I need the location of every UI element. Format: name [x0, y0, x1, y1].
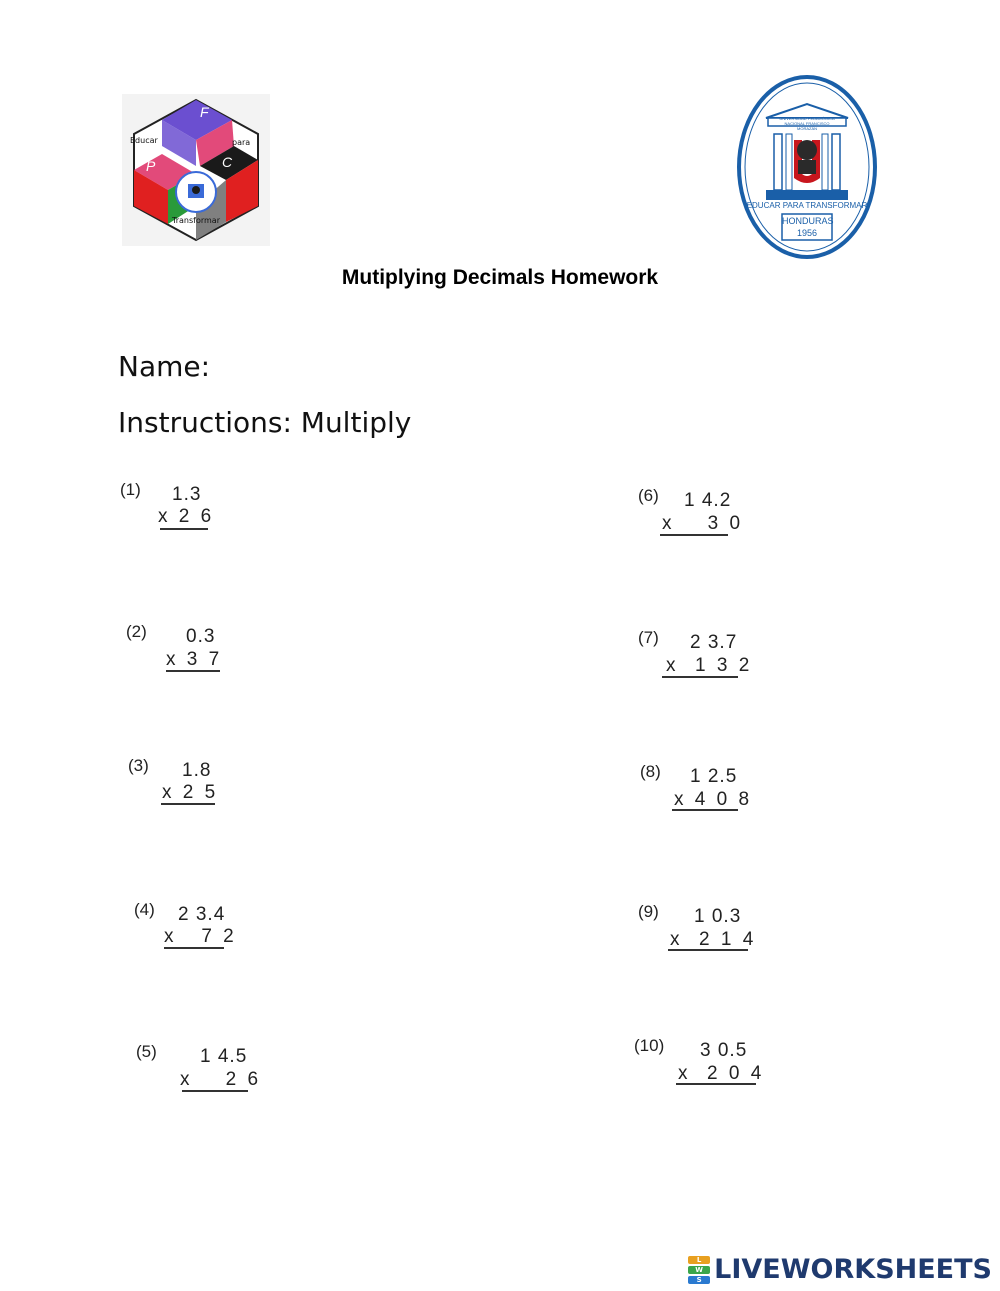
- problem-10: [634, 1036, 764, 1096]
- problem-multiplicand: 1 2.5: [690, 766, 738, 787]
- problem-multiplier: x 3 0: [662, 513, 744, 534]
- problem-number: (8): [640, 762, 661, 781]
- problem-9: [638, 902, 758, 962]
- problem-number: (1): [120, 480, 141, 499]
- problem-number: (2): [126, 622, 147, 641]
- problem-number: (9): [638, 902, 659, 921]
- problem-4: [134, 900, 244, 960]
- university-seal-logo: [736, 74, 878, 260]
- problem-multiplicand: 0.3: [186, 626, 216, 647]
- problem-multiplier: x 1 3 2: [666, 655, 753, 676]
- logo-word-transformar: Transformar: [172, 216, 220, 225]
- problem-rule: [668, 949, 748, 951]
- problem-multiplicand: 2 3.4: [178, 904, 226, 925]
- problem-rule: [660, 534, 728, 536]
- seal-year: 1956: [796, 228, 818, 238]
- problem-number: (6): [638, 486, 659, 505]
- problem-multiplier: x 2 6: [158, 506, 215, 527]
- problem-number: (7): [638, 628, 659, 647]
- problem-5: [136, 1042, 262, 1102]
- problem-number: (5): [136, 1042, 157, 1061]
- seal-country: HONDURAS: [782, 216, 834, 226]
- problem-multiplier: x 7 2: [164, 926, 237, 947]
- liveworksheets-brand: [688, 1254, 992, 1285]
- problem-rule: [676, 1083, 756, 1085]
- problem-multiplicand: 1 0.3: [694, 906, 742, 927]
- problem-multiplicand: 1.8: [182, 760, 212, 781]
- problem-rule: [182, 1090, 248, 1092]
- logo-letter-c: C: [222, 154, 233, 170]
- liveworksheets-badge-icon: L W S: [688, 1256, 710, 1284]
- problem-3: [128, 756, 238, 816]
- logo-letter-p: P: [146, 158, 156, 174]
- problem-rule: [166, 670, 220, 672]
- problem-rule: [164, 947, 224, 949]
- problem-multiplicand: 1.3: [172, 484, 202, 505]
- problem-number: (3): [128, 756, 149, 775]
- school-logo-left: [122, 94, 270, 246]
- name-label: Name:: [118, 350, 211, 383]
- problem-multiplicand: 1 4.2: [684, 490, 732, 511]
- liveworksheets-wordmark: LIVEWORKSHEETS: [714, 1254, 992, 1285]
- problem-multiplier: x 2 5: [162, 782, 219, 803]
- problem-multiplier: x 4 0 8: [674, 789, 753, 810]
- document-title: Mutiplying Decimals Homework: [341, 266, 659, 289]
- problem-number: (4): [134, 900, 155, 919]
- problem-multiplicand: 3 0.5: [700, 1040, 748, 1061]
- problem-8: [640, 762, 760, 822]
- problem-6: [638, 486, 758, 546]
- problem-1: [120, 480, 230, 540]
- instructions-label: Instructions: Multiply: [118, 406, 412, 439]
- problem-2: [126, 622, 236, 682]
- problem-rule: [672, 809, 738, 811]
- problem-multiplicand: 1 4.5: [200, 1046, 248, 1067]
- logo-word-para: para: [232, 138, 251, 147]
- logo-letter-f: F: [200, 104, 209, 120]
- problem-7: [638, 628, 758, 688]
- logo-word-educar: Educar: [130, 136, 158, 145]
- problem-multiplier: x 3 7: [166, 649, 223, 670]
- problem-multiplier: x 2 6: [180, 1069, 262, 1090]
- problem-multiplier: x 2 0 4: [678, 1063, 765, 1084]
- problem-rule: [160, 528, 208, 530]
- seal-university-name: UNIVERSIDAD PEDAGÓGICA NACIONAL FRANCISCO MORAZÁN: [779, 116, 835, 131]
- problem-rule: [161, 803, 215, 805]
- problem-multiplicand: 2 3.7: [690, 632, 738, 653]
- problem-rule: [662, 676, 738, 678]
- problem-multiplier: x 2 1 4: [670, 929, 757, 950]
- problem-number: (10): [634, 1036, 665, 1055]
- seal-motto: EDUCAR PARA TRANSFORMAR: [746, 201, 868, 210]
